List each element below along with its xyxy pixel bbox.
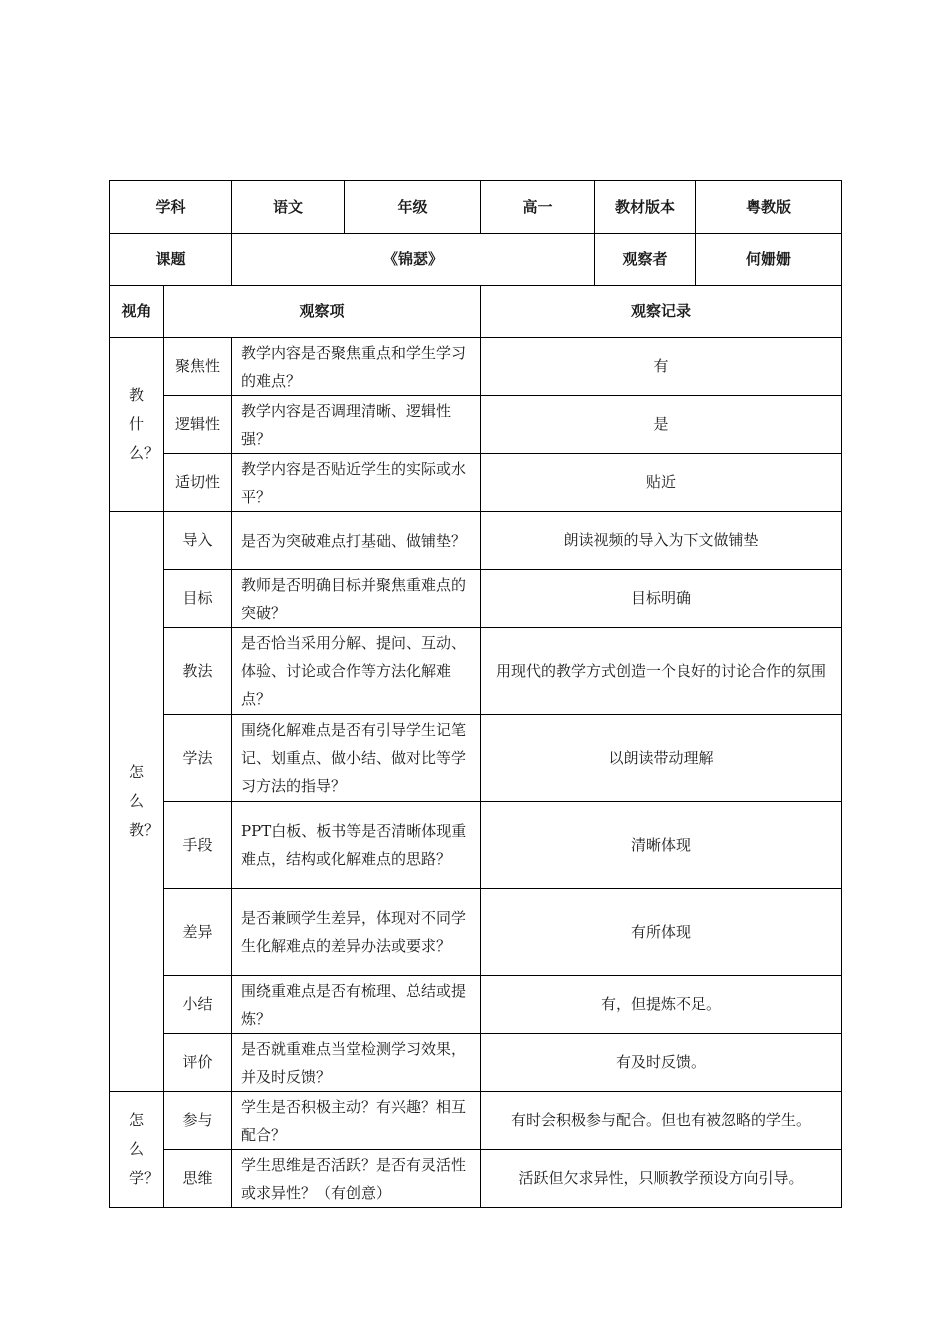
section-title-how-to-teach — [110, 512, 164, 1092]
item-question: 学生思维是否活跃？是否有灵活性或求异性？（有创意） — [232, 1150, 481, 1208]
table-row — [110, 338, 842, 396]
item-question: 教学内容是否聚焦重点和学生学习的难点？ — [232, 338, 481, 396]
item-record: 是 — [481, 396, 842, 454]
item-question: 学生是否积极主动？有兴趣？相互配合？ — [232, 1092, 481, 1150]
item-header: 观察项 — [164, 286, 481, 338]
item-record: 朗读视频的导入为下文做铺垫 — [481, 512, 842, 570]
topic-value: 《锦瑟》 — [232, 234, 595, 286]
column-header-row — [110, 286, 842, 338]
item-question: 围绕化解难点是否有引导学生记笔记、划重点、做小结、做对比等学习方法的指导？ — [232, 715, 481, 802]
item-record: 有 — [481, 338, 842, 396]
item-question: 是否为突破难点打基础、做铺垫？ — [232, 512, 481, 570]
table-row — [110, 1034, 842, 1092]
item-name: 学法 — [164, 715, 232, 802]
table-row — [110, 570, 842, 628]
item-record: 用现代的教学方式创造一个良好的讨论合作的氛围 — [481, 628, 842, 715]
section-title-text: 怎么学？ — [129, 1111, 160, 1187]
observer-value: 何姗姗 — [696, 234, 842, 286]
item-question: 教师是否明确目标并聚焦重难点的突破？ — [232, 570, 481, 628]
item-record: 有及时反馈。 — [481, 1034, 842, 1092]
section-title-how-to-learn — [110, 1092, 164, 1208]
item-record: 贴近 — [481, 454, 842, 512]
item-question: 教学内容是否调理清晰、逻辑性强？ — [232, 396, 481, 454]
section-title-what-to-teach — [110, 338, 164, 512]
observation-table — [109, 180, 842, 1208]
table-row — [110, 976, 842, 1034]
table-row — [110, 512, 842, 570]
perspective-header: 视角 — [110, 286, 164, 338]
table-row — [110, 396, 842, 454]
subject-value: 语文 — [232, 181, 345, 234]
item-question: 是否恰当采用分解、提问、互动、体验、讨论或合作等方法化解难点？ — [232, 628, 481, 715]
section-title-text: 怎么教？ — [129, 763, 160, 839]
table-row — [110, 889, 842, 976]
item-name: 教法 — [164, 628, 232, 715]
header-row-1 — [110, 181, 842, 234]
section-title-text: 教什么？ — [129, 386, 160, 462]
item-name: 评价 — [164, 1034, 232, 1092]
subject-label: 学科 — [110, 181, 232, 234]
table-row — [110, 1150, 842, 1208]
record-header: 观察记录 — [481, 286, 842, 338]
item-name: 思维 — [164, 1150, 232, 1208]
item-name: 逻辑性 — [164, 396, 232, 454]
item-name: 目标 — [164, 570, 232, 628]
item-record: 以朗读带动理解 — [481, 715, 842, 802]
item-question: 是否兼顾学生差异，体现对不同学生化解难点的差异办法或要求？ — [232, 889, 481, 976]
edition-label: 教材版本 — [595, 181, 696, 234]
item-record: 有，但提炼不足。 — [481, 976, 842, 1034]
item-record: 有时会积极参与配合。但也有被忽略的学生。 — [481, 1092, 842, 1150]
item-name: 聚焦性 — [164, 338, 232, 396]
item-name: 差异 — [164, 889, 232, 976]
observer-label: 观察者 — [595, 234, 696, 286]
item-name: 导入 — [164, 512, 232, 570]
item-name: 手段 — [164, 802, 232, 889]
table-row — [110, 715, 842, 802]
item-name: 参与 — [164, 1092, 232, 1150]
item-question: 围绕重难点是否有梳理、总结或提炼？ — [232, 976, 481, 1034]
grade-label: 年级 — [345, 181, 481, 234]
header-row-2 — [110, 234, 842, 286]
item-question: 是否就重难点当堂检测学习效果，并及时反馈？ — [232, 1034, 481, 1092]
item-name: 小结 — [164, 976, 232, 1034]
item-record: 活跃但欠求异性，只顺教学预设方向引导。 — [481, 1150, 842, 1208]
table-row — [110, 628, 842, 715]
item-question: PPT白板、板书等是否清晰体现重难点，结构或化解难点的思路？ — [232, 802, 481, 889]
edition-value: 粤教版 — [696, 181, 842, 234]
table-row — [110, 454, 842, 512]
grade-value: 高一 — [481, 181, 595, 234]
item-record: 清晰体现 — [481, 802, 842, 889]
item-record: 有所体现 — [481, 889, 842, 976]
table-row — [110, 802, 842, 889]
table-row — [110, 1092, 842, 1150]
item-record: 目标明确 — [481, 570, 842, 628]
topic-label: 课题 — [110, 234, 232, 286]
item-question: 教学内容是否贴近学生的实际或水平？ — [232, 454, 481, 512]
item-name: 适切性 — [164, 454, 232, 512]
